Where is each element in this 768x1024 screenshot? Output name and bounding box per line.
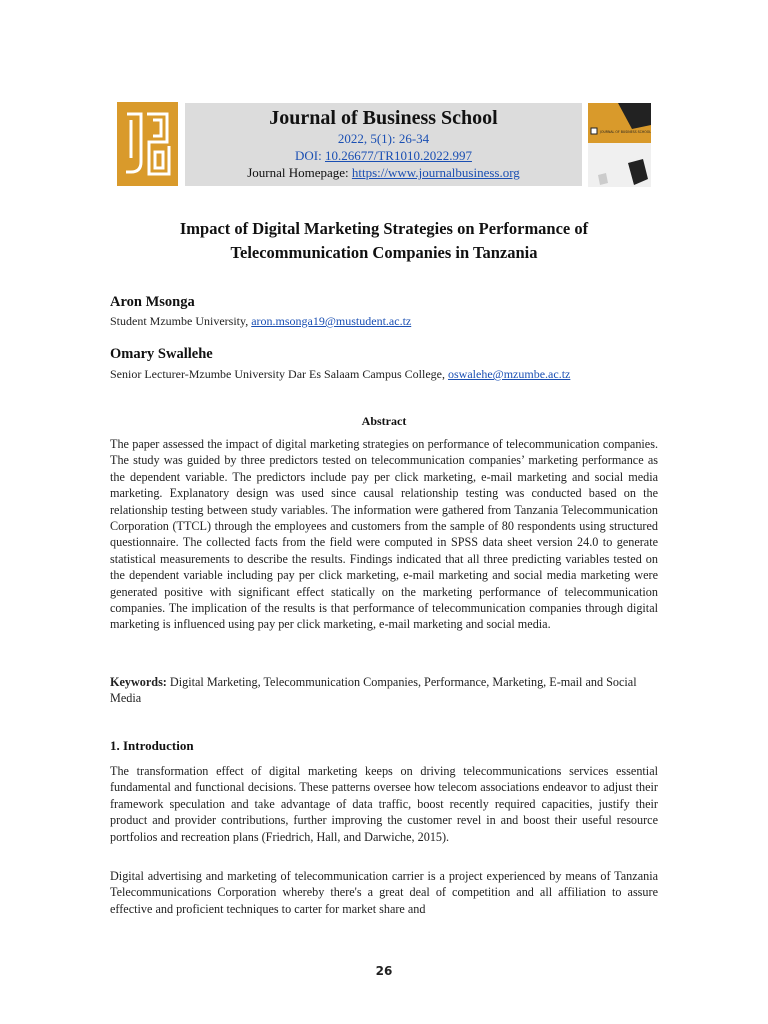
author-affiliation (110, 314, 411, 329)
abstract-heading: Abstract (361, 414, 407, 428)
author-email-link[interactable]: oswalehe@mzumbe.ac.tz (448, 367, 571, 381)
page-number: 26 (375, 964, 393, 978)
cover-text: JOURNAL OF BUSINESS SCHOOL (600, 130, 651, 134)
homepage-link[interactable]: https://www.journalbusiness.org (351, 165, 520, 180)
doi-line (185, 147, 582, 164)
intro-paragraph: The transformation effect of digital marketing keeps on driving telecommunications services essential fundamental and functional decisions. These patterns oversee how telecom associations endeavor to adjust their framework speculation and take advantage of data traffic, boost recently required capacities, justify their product and provider contributions, further improving the customer revel in and boost their useful resource portfolios and recreation plans (Friedrich, Hall, and Darwiche, 2015). (110, 764, 658, 844)
author-name: Omary Swallehe (110, 346, 213, 362)
keywords (110, 674, 658, 707)
keywords-label: Keywords: (110, 675, 167, 689)
doi-label: DOI: (295, 148, 322, 163)
keywords-text: Digital Marketing, Telecommunication Companies, Performance, Marketing, E-mail and Social Media (110, 675, 637, 706)
homepage-line (185, 164, 582, 181)
abstract-text: The paper assessed the impact of digital marketing strategies on performance of telecommunication companies. The study was guided by three predictors tested on telecommunication companies’ marketing performance as the dependent variable. The predictors include pay per click marketing, e-mail marketing and social media marketing. Explanatory design was used since causal relationship testing was conducted based on the relationship testing between study variables. The information were gathered from Tanzania Telecommunication Corporation (TTCL) through the employees and customers from the sample of 80 respondents using structured questionnaire. The collected facts from the field were computed in SPSS data sheet version 24.0 to generate statistical measurements to describe the results. Findings indicated that all three predicting variables tested on the dependent variable including pay per click marketing, e-mail marketing and social media marketing were generated positive with significant effect statically on the marketing performance of telecommunication companies. The implication of the results is that performance of telecommunication companies through digital marketing is influenced using pay per click marketing, e-mail marketing and social media. (110, 437, 658, 632)
journal-title: Journal of Business School (269, 107, 498, 129)
author-name: Aron Msonga (110, 294, 195, 310)
intro-paragraph: Digital advertising and marketing of telecommunication carrier is a project experienced by means of Tanzania Telecommunications Corporation whereby there's a great deal of competition and all affiliation to assure effective and proficient techniques to carter for market share and (110, 869, 658, 916)
author-affiliation (110, 367, 570, 382)
affiliation-text: Student Mzumbe University, (110, 314, 249, 328)
affiliation-text: Senior Lecturer-Mzumbe University Dar Es Salaam Campus College, (110, 367, 446, 381)
journal-citation: 2022, 5(1): 26-34 (337, 131, 430, 146)
paper-title: Impact of Digital Marketing Strategies on Performance of Telecommunication Companies in Tanzania (179, 219, 589, 262)
author-email-link[interactable]: aron.msonga19@mustudent.ac.tz (251, 314, 412, 328)
doi-link[interactable]: 10.26677/TR1010.2022.997 (324, 148, 472, 163)
journal-cover-image (588, 103, 651, 187)
homepage-label: Journal Homepage: (247, 165, 349, 180)
section-heading: 1. Introduction (110, 738, 194, 753)
journal-header (185, 103, 582, 186)
journal-logo (117, 102, 178, 186)
